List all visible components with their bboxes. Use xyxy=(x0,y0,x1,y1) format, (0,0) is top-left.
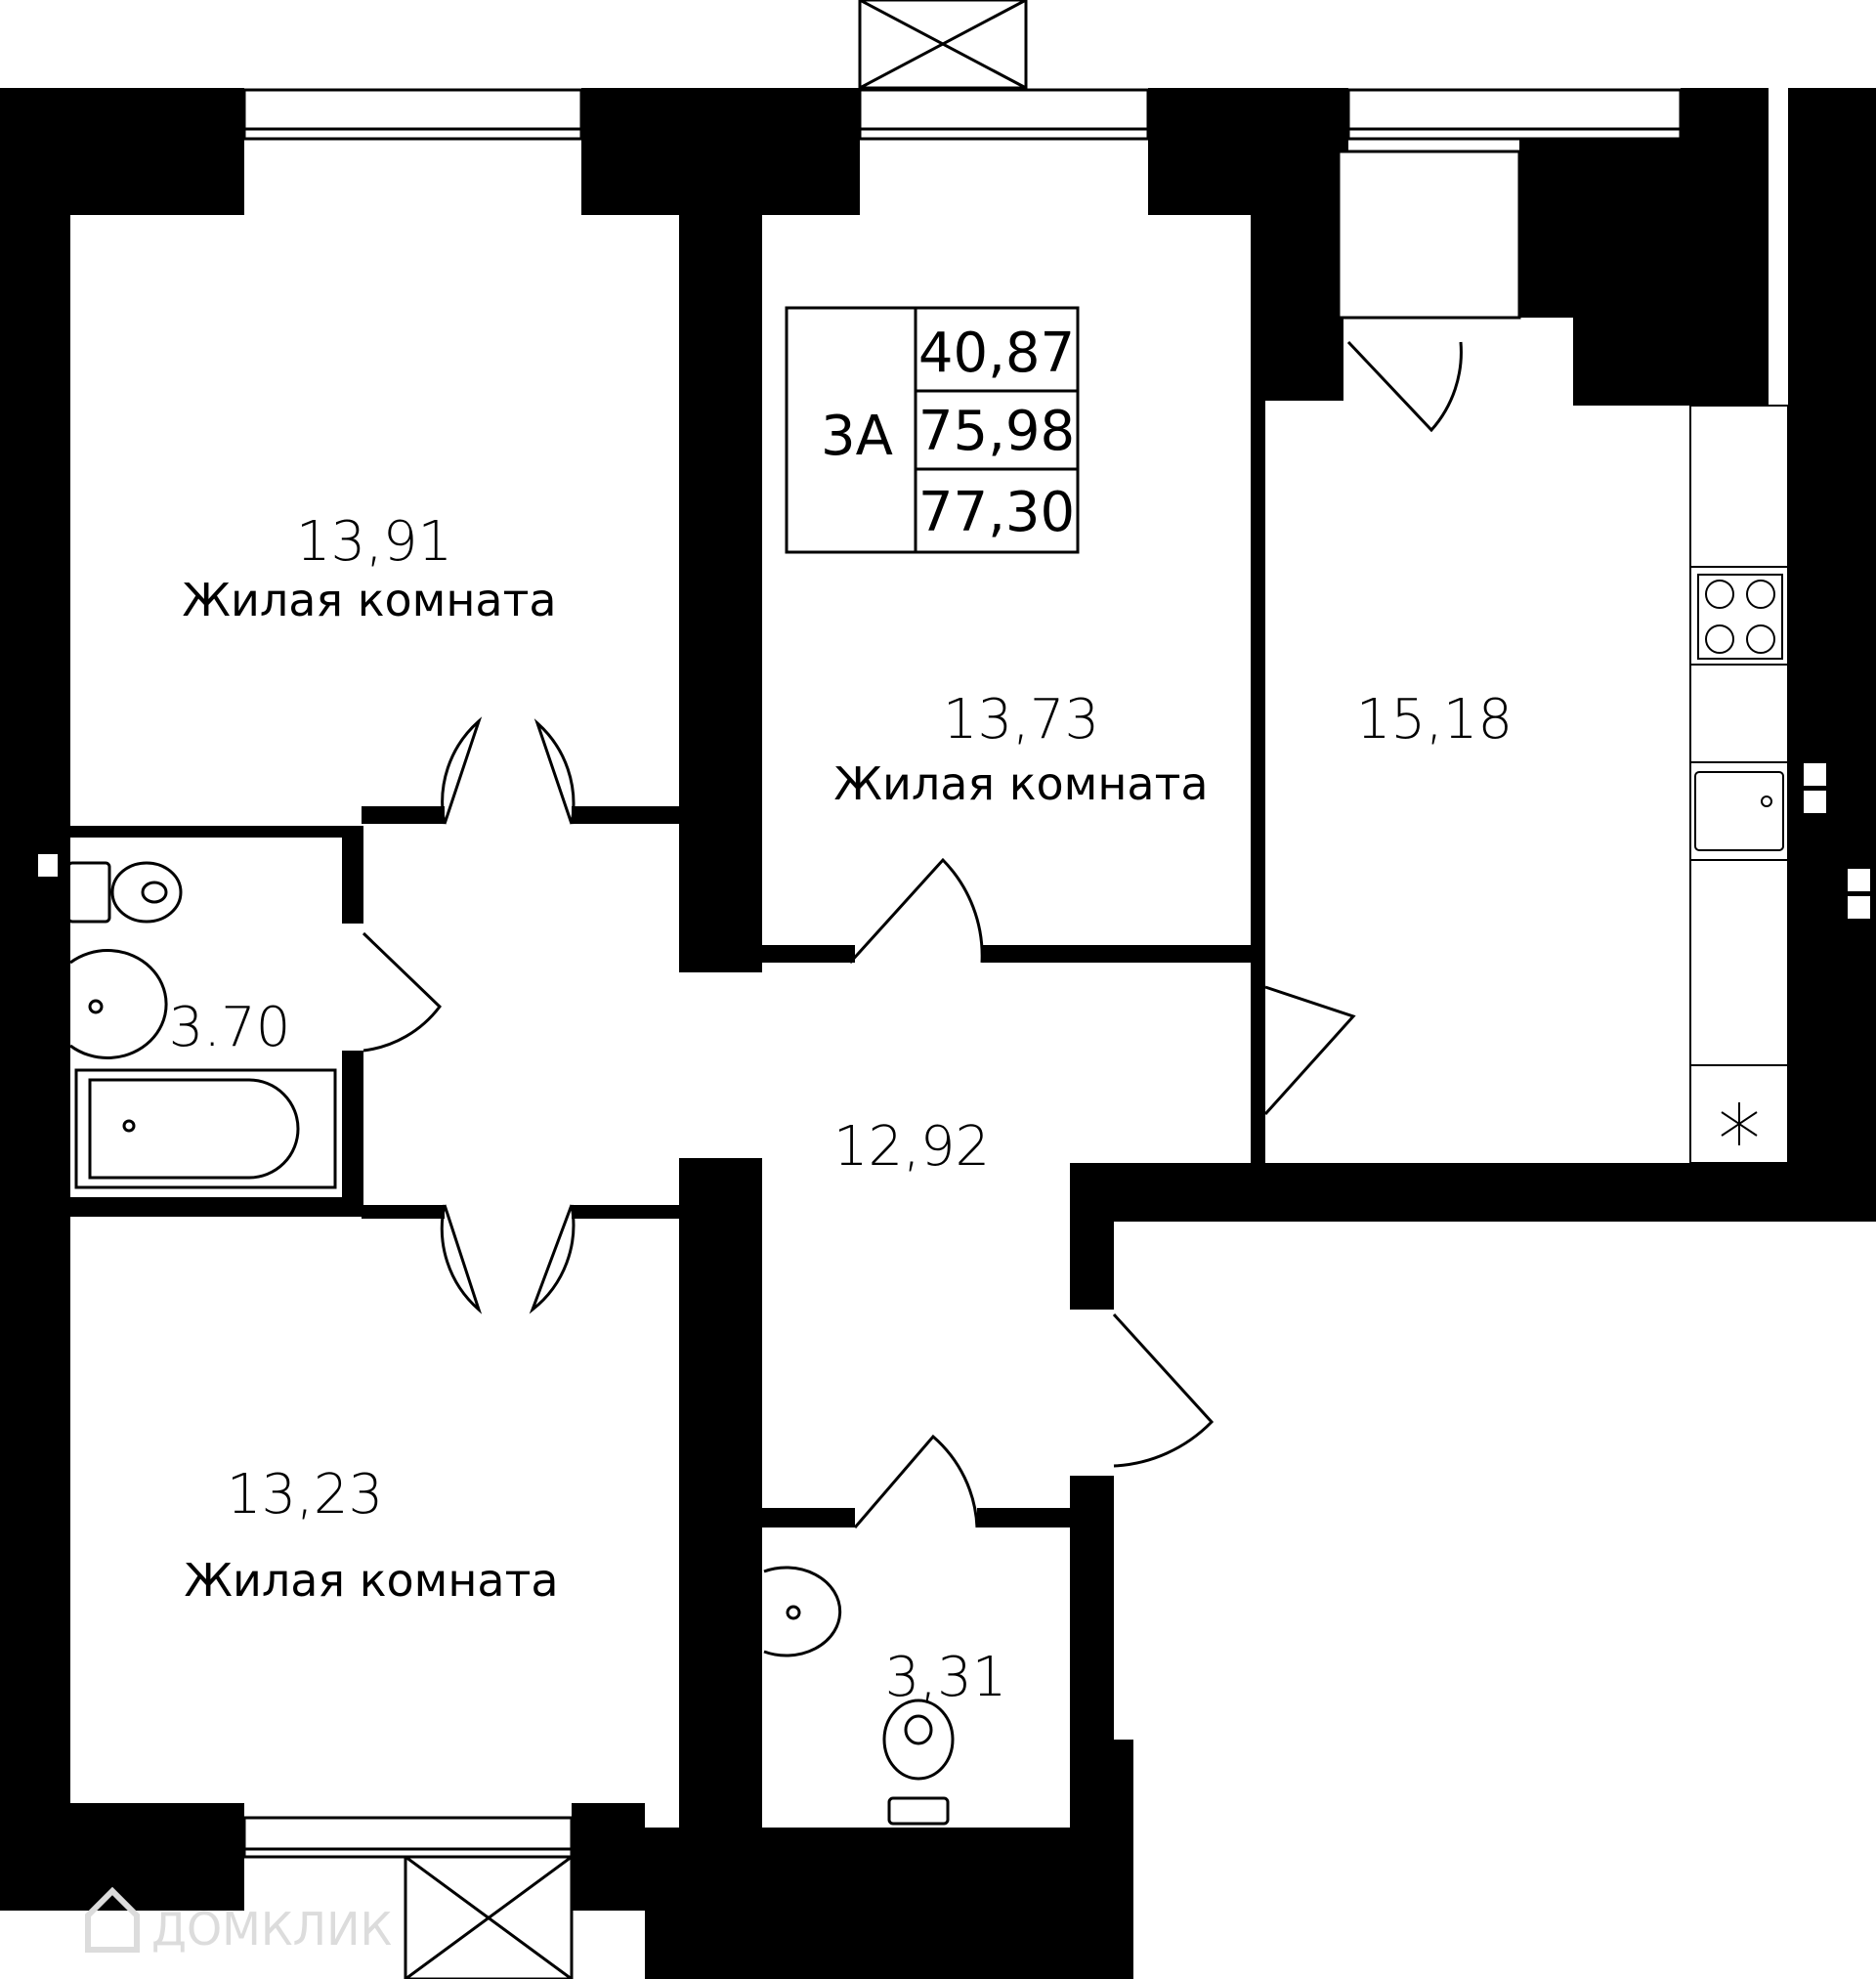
wc-area: 3,31 xyxy=(884,1646,1007,1709)
stove-icon xyxy=(1698,575,1782,659)
apartment-type: 3А xyxy=(821,405,893,468)
doors xyxy=(363,342,1461,1527)
toilet-icon xyxy=(68,863,181,922)
total-area-value: 75,98 xyxy=(917,400,1076,463)
balcony-area-label: 1,32 xyxy=(1556,170,1680,234)
balcony-area-full-label: (2,64) xyxy=(1535,241,1701,305)
balcony-area xyxy=(1339,151,1519,318)
kitchen-counter xyxy=(1690,406,1788,1163)
room-bottom-left-name: Жилая комната xyxy=(184,1554,559,1607)
room-top-middle-area: 13,73 xyxy=(942,688,1100,752)
bathroom-area: 3.70 xyxy=(168,996,291,1059)
wc-sink-icon xyxy=(764,1568,840,1656)
room-top-left-area: 13,91 xyxy=(295,510,453,574)
watermark-text: ДОМКЛИК xyxy=(151,1903,393,1956)
total-area-with-balcony-value: 77,30 xyxy=(917,481,1076,544)
living-area-value: 40,87 xyxy=(917,322,1076,385)
small-square-left xyxy=(37,853,59,878)
bathroom-sink-icon xyxy=(70,950,166,1057)
asterisk-icon xyxy=(1722,1102,1757,1145)
bathtub-icon xyxy=(76,1070,335,1187)
wc-toilet-icon xyxy=(884,1700,953,1824)
kitchen-sink-icon xyxy=(1695,772,1783,850)
room-top-middle-name: Жилая комната xyxy=(833,757,1209,810)
room-top-left-name: Жилая комната xyxy=(182,574,557,626)
hall-area: 12,92 xyxy=(832,1115,991,1179)
kitchen-area: 15,18 xyxy=(1355,688,1514,752)
room-bottom-left-area: 13,23 xyxy=(226,1463,384,1527)
